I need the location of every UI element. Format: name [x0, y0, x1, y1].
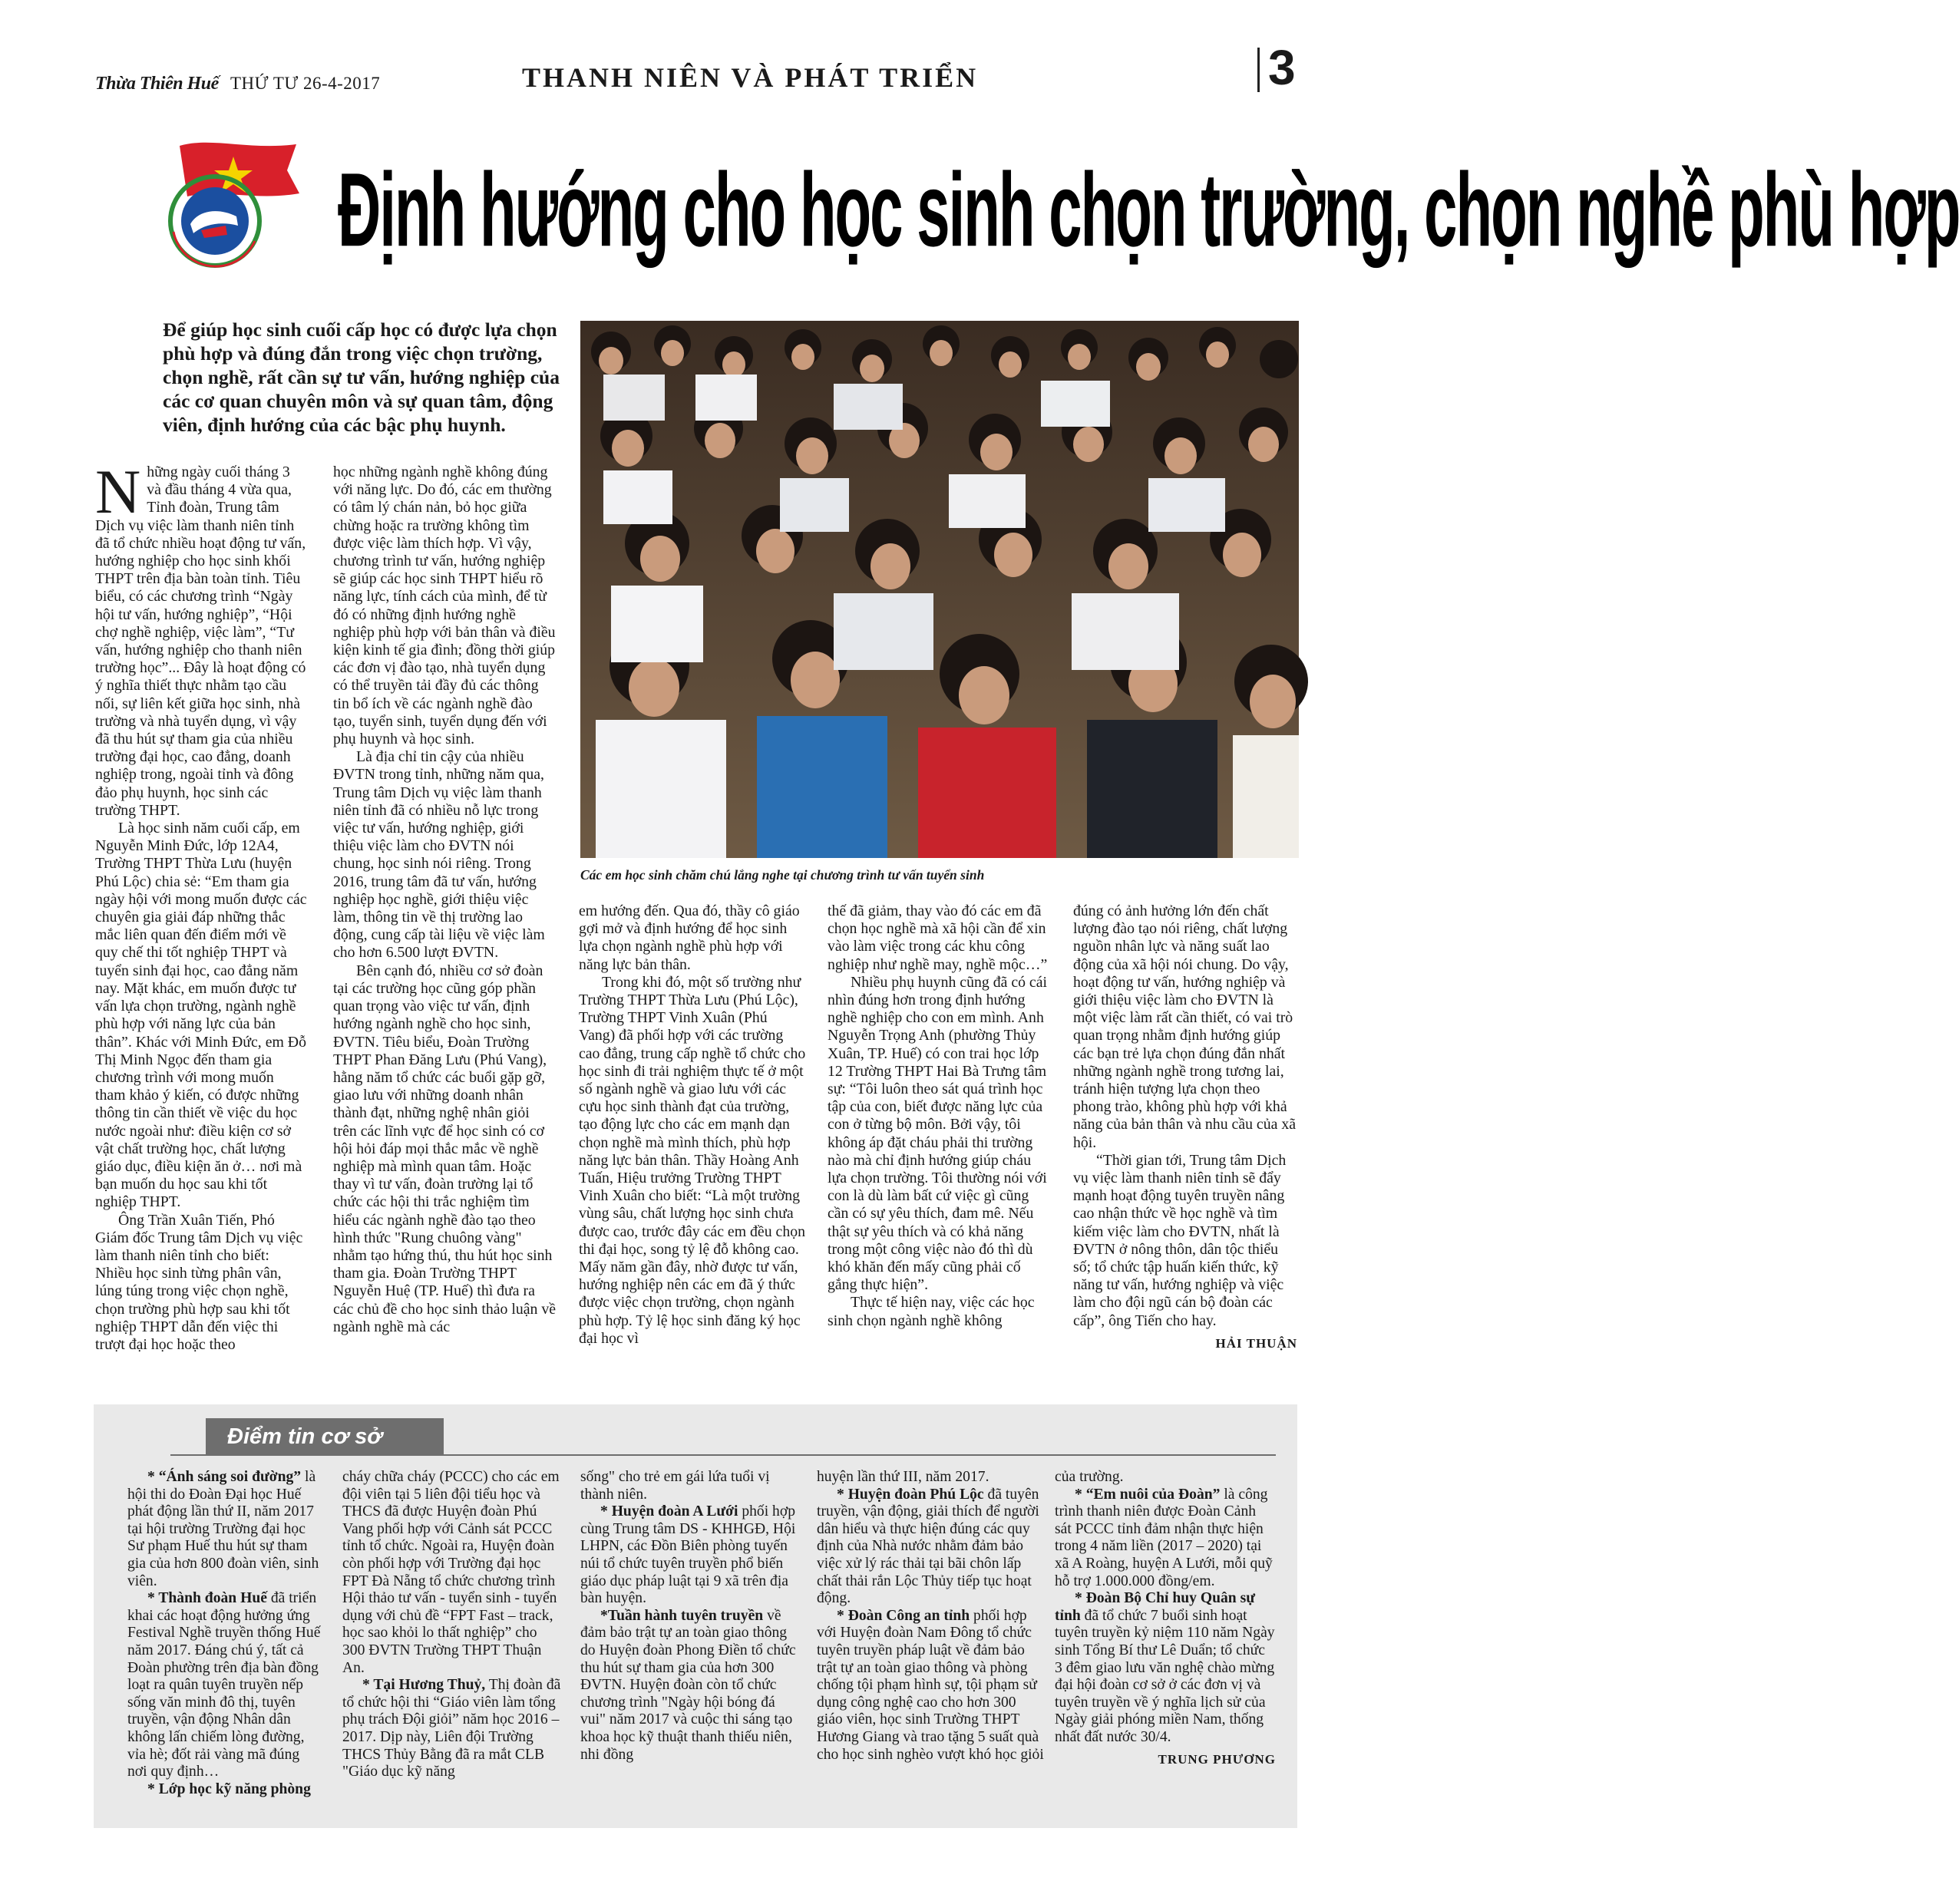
article-column-2: [333, 464, 556, 1336]
news-column-2: [342, 1469, 562, 1781]
news-item: * Lớp học kỹ năng phòng: [147, 1780, 311, 1797]
news-column-4: [817, 1469, 1046, 1764]
news-item: * Đoàn Công an tỉnh phối hợp với Huyện đoàn Nam Đông tổ chức tuyên truyền pháp luật về đảm bảo trật tự an toàn giao thông và phòng chống tội phạm hình sự, tội phạm sử dụng công nghệ cao cho hơn 300 giáo viên, học sinh Trường THPT Hương Giang và trao tặng 5 suất quà cho học sinh nghèo vượt khó học giỏi: [817, 1607, 1044, 1763]
article-column-5: [1073, 903, 1297, 1352]
article-paragraph: Thực tế hiện nay, việc các học sinh chọn ngành nghề không: [828, 1294, 1035, 1329]
students-audience-photo: [580, 321, 1299, 858]
news-column-3: [580, 1469, 803, 1764]
article-paragraph: thế đã giảm, thay vào đó các em đã chọn học nghề mà xã hội cần để xin vào làm việc trong các khu công nghiệp như nghề may, nghề mộc…”: [828, 903, 1048, 973]
article-paragraph: Những ngày cuối tháng 3 và đầu tháng 4 vừa qua, Tỉnh đoàn, Trung tâm Dịch vụ việc làm thanh niên tỉnh đã tổ chức nhiều hoạt động tư vấn, hướng nghiệp cho học sinh khối THPT trên địa bàn toàn tỉnh. Tiêu biểu, có các chương trình “Ngày hội tư vấn, hướng nghiệp”, “Hội chợ nghề nghiệp, việc làm”, “Tư vấn, hướng nghiệp cho thanh niên trường học”... Đây là hoạt động có ý nghĩa thiết thực nhằm tạo cầu nối, sự liên kết giữa học sinh, nhà trường và nhà tuyển dụng, vì vậy đã thu hút sự tham gia của nhiều trường đại học, cao đẳng, doanh nghiệp trong, ngoài tỉnh và đông đảo phụ huynh, học sinh các trường THPT.: [95, 457, 306, 819]
youth-union-logo-icon: [164, 140, 302, 270]
drop-cap: N: [95, 457, 141, 526]
article-byline: HẢI THUẬN: [1215, 1335, 1297, 1351]
news-item: * Thành đoàn Huế đã triển khai các hoạt động hưởng ứng Festival Nghề truyền thống Huế năm 2017. Đáng chú ý, tất cả Đoàn phường trên địa bàn đồng loạt ra quân tuyên truyền nếp sống văn minh đô thị, tuyên truyền, vận động Nhân dân không lấn chiếm lòng đường, vỉa hè; đốt rải vàng mã đúng nơi quy định…: [127, 1590, 321, 1780]
article-paragraph: Là học sinh năm cuối cấp, em Nguyễn Minh Đức, lớp 12A4, Trường THPT Thừa Lưu (huyện Phú Lộc) chia sẻ: “Em tham gia ngày hội với mong muốn được các chuyên gia giải đáp những thắc mắc liên quan đến điểm mới về quy chế thi tốt nghiệp THPT và tuyển sinh đại học, cao đẳng năm nay. Mặt khác, em muốn được tư vấn lựa chọn trường, ngành nghề phù hợp với năng lực của bản thân”. Khác với Minh Đức, em Đỗ Thị Minh Ngọc đến tham gia chương trình với mong muốn tham khảo ý kiến, có được những thông tin cần thiết về việc du học nước ngoài như: điều kiện cơ sở vật chất trường học, chất lượng giáo dục, điều kiện ăn ở… nơi mà bạn muốn du học sau khi tốt nghiệp THPT.: [95, 820, 307, 1211]
article-paragraph: học những ngành nghề không đúng với năng lực. Do đó, các em thường có tâm lý chán nản, bỏ học giữa chừng hoặc ra trường không tìm được việc làm thích hợp. Vì vậy, chương trình tư vấn, hướng nghiệp sẽ giúp các học sinh THPT hiểu rõ năng lực, tính cách của mình, để từ đó có những định hướng nghề nghiệp phù hợp với bản thân và điều kiện kinh tế gia đình; đồng thời giúp các đơn vị đào tạo, nhà tuyển dụng có thể truyền tải đầy đủ các thông tin bổ ích về các ngành nghề đào tạo, tuyển sinh, tuyển dụng đến với phụ huynh và học sinh.: [333, 464, 556, 748]
article-headline: Định hướng cho học sinh chọn trường, chọn nghề phù hợp: [338, 150, 1959, 269]
news-item: huyện lần thứ III, năm 2017.: [817, 1469, 989, 1485]
article-paragraph: Là địa chỉ tin cậy của nhiều ĐVTN trong tỉnh, những năm qua, Trung tâm Dịch vụ việc làm thanh niên tỉnh đã có nhiều nỗ lực trong việc tư vấn, hướng nghiệp, giới thiệu việc làm cho ĐVTN nói chung, học sinh nói riêng. Trong 2016, trung tâm đã tư vấn, hướng nghiệp học nghề, giới thiệu việc làm, thông tin về thị trường lao động, cung cấp tài liệu về việc làm cho hơn 6.500 lượt ĐVTN.: [333, 748, 545, 962]
article-paragraph: em hướng đến. Qua đó, thầy cô giáo gợi mở và định hướng để học sinh lựa chọn ngành nghề phù hợp với năng lực bản thân.: [579, 903, 800, 973]
news-box-byline: TRUNG PHƯƠNG: [1158, 1751, 1276, 1767]
article-column-1: [95, 457, 307, 1354]
article-column-3: [579, 903, 806, 1348]
news-item: *Tuần hành tuyên truyền về đảm bảo trật tự an toàn giao thông do Huyện đoàn Phong Điền tổ chức thu hút sự tham gia của hơn 300 ĐVTN. Huyện đoàn còn tổ chức chương trình "Ngày hội bóng đá vui" năm 2017 và cuộc thi sáng tạo khoa học kỹ thuật thanh thiếu niên, nhi đồng: [580, 1607, 796, 1763]
news-item: * Tại Hương Thuỷ, Thị đoàn đã tổ chức hội thi “Giáo viên làm tổng phụ trách Đội giỏi” năm học 2016 – 2017. Dịp này, Liên đội Trường THCS Thủy Bằng đã ra mắt CLB "Giáo dục kỹ năng: [342, 1677, 561, 1780]
article-paragraph: Ông Trần Xuân Tiến, Phó Giám đốc Trung tâm Dịch vụ việc làm thanh niên tỉnh cho biết: Nhiều học sinh từng phân vân, lúng túng trong việc chọn nghề, chọn trường phù hợp sau khi tốt nghiệp THPT dẫn đến việc thi trượt đại học hoặc theo: [95, 1211, 303, 1353]
section-title: THANH NIÊN VÀ PHÁT TRIỂN: [522, 62, 979, 93]
news-box-rule: [170, 1454, 1276, 1456]
article-column-4: [828, 903, 1050, 1330]
news-item: * “Ánh sáng soi đường” là hội thi do Đoàn Đại học Huế phát động lần thứ II, năm 2017 tại hội trường Trường đại học Sư phạm Huế thu hút sự tham gia của hơn 800 đoàn viên, sinh viên.: [127, 1469, 319, 1589]
article-paragraph: Nhiều phụ huynh cũng đã có cái nhìn đúng hơn trong định hướng nghề nghiệp cho con em mình. Anh Nguyễn Trọng Anh (phường Thủy Xuân, TP. Huế) có con trai học lớp 12 Trường THPT Hai Bà Trưng tâm sự: “Tôi luôn theo sát quá trình học tập của con, biết được năng lực của con ở từng bộ môn. Bởi vậy, tôi không áp đặt cháu phải thi trường nào mà chỉ định hướng giúp cháu lựa chọn trường. Tôi thường nói với con là dù làm bất cứ việc gì cũng cần có sự yêu thích, đam mê. Nếu thật sự yêu thích và có khả năng trong một công việc nào đó thì dù khó khăn đến mấy cũng phải cố gắng thực hiện”.: [828, 973, 1047, 1294]
news-item: * Huyện đoàn Phú Lộc đã tuyên truyền, vận động, giải thích để người dân hiểu và thực hiện đúng các quy định của Nhà nước nhằm đảm bảo việc xử lý rác thải tại bãi chôn lấp chất thải rắn Lộc Thủy tiếp tục hoạt động.: [817, 1486, 1039, 1607]
article-paragraph: đúng có ảnh hưởng lớn đến chất lượng đào tạo nói riêng, chất lượng nguồn nhân lực và năng suất lao động của xã hội nói chung. Do vậy, hoạt động tư vấn, hướng nghiệp và giới thiệu việc làm cho ĐVTN là một việc làm rất cần thiết, có vai trò quan trọng nhằm định hướng giúp các bạn trẻ lựa chọn đúng đắn nhất những ngành nghề trong tương lai, tránh hiện tượng lựa chọn theo phong trào, không phù hợp với khả năng của bản thân và nhu cầu của xã hội.: [1073, 903, 1296, 1151]
news-box-title: Điểm tin cơ sở: [206, 1418, 444, 1455]
news-item: của trường.: [1055, 1469, 1124, 1485]
photo-caption: Các em học sinh chăm chú lắng nghe tại chương trình tư vấn tuyển sinh: [580, 867, 985, 883]
article-paragraph: Trong khi đó, một số trường như Trường THPT Thừa Lưu (Phú Lộc), Trường THPT Vinh Xuân (Phú Vang) đã phối hợp với các trường cao đẳng, trung cấp nghề tổ chức cho học sinh đi trải nghiệm thực tế ở một số ngành nghề và giao lưu với các cựu học sinh thành đạt của trường, tạo động lực cho các em mạnh dạn chọn nghề mà mình thích, phù hợp năng lực bản thân. Thầy Hoàng Anh Tuấn, Hiệu trưởng Trường THPT Vinh Xuân cho biết: “Là một trường vùng sâu, chất lượng học sinh chưa được cao, trước đây các em đều chọn thi đại học, song tỷ lệ đỗ không cao. Mấy năm gần đây, nhờ được tư vấn, hướng nghiệp nên các em đã ý thức được việc chọn trường, chọn ngành phù hợp. Tỷ lệ học sinh đăng ký học đại học vì: [579, 973, 806, 1347]
news-item: cháy chữa cháy (PCCC) cho các em đội viên tại 5 liên đội tiểu học và THCS đã được Huyện đoàn Phú Vang phối hợp với Cảnh sát PCCC tỉnh tổ chức. Ngoài ra, Huyện đoàn còn phối hợp với Trường đại học FPT Đà Nẵng tổ chức chương trình Hội thảo tư vấn - tuyển sinh - tuyển dụng với chủ đề “FPT Fast – track, học sao khỏi lo thất nghiệp” cho 300 ĐVTN Trường THPT Thuận An.: [342, 1469, 560, 1676]
article-photo: [580, 321, 1299, 858]
news-column-1: [127, 1469, 321, 1798]
youth-union-logo: [164, 140, 302, 270]
publication-name: Thừa Thiên Huế: [95, 74, 219, 94]
news-column-5: [1055, 1469, 1276, 1768]
issue-date: THỨ TƯ 26-4-2017: [230, 74, 381, 93]
article-paragraph: Bên cạnh đó, nhiều cơ sở đoàn tại các trường học cũng góp phần quan trọng vào việc tư vấn, định hướng ngành nghề cho học sinh, ĐVTN. Tiêu biểu, Đoàn Trường THPT Phan Đăng Lưu (Phú Vang), hằng năm tổ chức các buổi gặp gỡ, giao lưu với những doanh nhân thành đạt, những nghệ nhân giỏi trên các lĩnh vực để học sinh có cơ hội hỏi đáp mọi thắc mắc về nghề nghiệp mà mình quan tâm. Hoặc thay vì tư vấn, đoàn trường lại tổ chức các hội thi trắc nghiệm tìm hiểu các ngành nghề đào tạo theo hình thức "Rung chuông vàng" nhằm tạo hứng thú, thu hút học sinh tham gia. Đoàn Trường THPT Nguyễn Huệ (TP. Huế) thì đưa ra các chủ đề cho học sinh thảo luận về ngành nghề mà các: [333, 962, 557, 1335]
article-lead: Để giúp học sinh cuối cấp học có được lựa chọn phù hợp và đúng đắn trong việc chọn trường, chọn nghề, rất cần sự tư vấn, hướng nghiệp của các cơ quan chuyên môn và sự quan tâm, động viên, định hướng của các bậc phụ huynh.: [163, 318, 560, 436]
article-paragraph: “Thời gian tới, Trung tâm Dịch vụ việc làm thanh niên tỉnh sẽ đẩy mạnh hoạt động tuyên truyền nâng cao nhận thức về học nghề và tìm kiếm việc làm cho ĐVTN, nhất là ĐVTN ở nông thôn, dân tộc thiểu số; tổ chức tập huấn kiến thức, kỹ năng tư vấn, hướng nghiệp và việc làm cho đội ngũ cán bộ đoàn các cấp”, ông Tiến cho hay.: [1073, 1151, 1287, 1329]
news-item: sống" cho trẻ em gái lứa tuổi vị thành niên.: [580, 1469, 770, 1503]
news-item: * Huyện đoàn A Lưới phối hợp cùng Trung tâm DS - KHHGĐ, Hội LHPN, các Đồn Biên phòng tuyến núi tổ chức tuyên truyền phổ biến giáo dục pháp luật tại 9 xã trên địa bàn huyện.: [580, 1503, 796, 1607]
news-item: * Đoàn Bộ Chỉ huy Quân sự tỉnh đã tổ chức 7 buổi sinh hoạt tuyên truyền kỷ niệm 110 năm Ngày sinh Tổng Bí thư Lê Duẩn; tổ chức 3 đêm giao lưu văn nghệ chào mừng đại hội đoàn cơ sở ở các đơn vị và tuyên truyền về ý nghĩa lịch sử của Ngày giải phóng miền Nam, thống nhất đất nước 30/4.: [1055, 1590, 1275, 1745]
news-item: * “Em nuôi của Đoàn” là công trình thanh niên được Đoàn Cảnh sát PCCC tỉnh đảm nhận thực hiện trong 4 năm liền (2017 – 2020) tại xã A Roàng, huyện A Lưới, mỗi quỹ hỗ trợ 1.000.000 đồng/em.: [1055, 1486, 1273, 1589]
page-number: 3: [1268, 40, 1296, 95]
